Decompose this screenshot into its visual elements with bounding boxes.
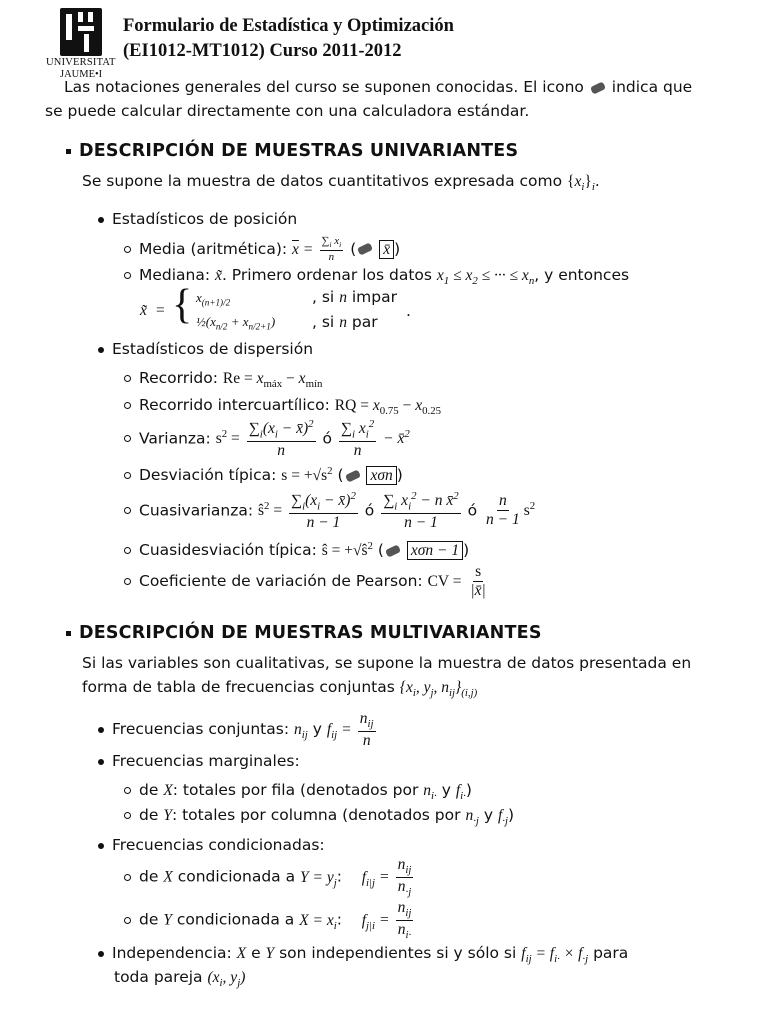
calculator-icon [344,469,360,482]
list-item: Frecuencias conjuntas: $n_{ij}$ y $f_{ij}$ = $\frac{n_{ij}}{n}$ [98,710,378,749]
section-title: DESCRIPCIÓN DE MUESTRAS MULTIVARIANTES [79,623,542,643]
list-item [98,836,325,854]
calc-key: x̄ [379,240,394,259]
text: y [312,720,322,739]
page-title: Formulario de Estadística y Optimización [123,16,454,36]
list-item: Cuasidesviación típica: ŝ = $+√ŝ^2$ ( xσn − 1 ) [124,540,469,560]
list-item [98,752,300,770]
text: . Primero ordenar los datos [221,266,432,284]
text: de [139,867,159,886]
bullet-icon [124,917,131,924]
text: , si [312,288,335,306]
text: impar [351,288,397,306]
list-item: Independencia: X e Y son independientes si y sólo si $f_{ij} = f_{i\cdot} \times f_{\cdot j}$ para [98,944,628,965]
text: Recorrido: [139,369,218,387]
bullet-icon [124,812,131,819]
text: ó [364,501,375,520]
logo-mark-icon [60,8,102,56]
text: condicionada a [177,867,296,886]
list-item: Recorrido intercuartílico: RQ = $x_{0.75} - x_{0.25}$ [124,396,441,417]
bullet-icon [124,472,131,479]
text: de [139,910,159,929]
list-item: Coeficiente de variación de Pearson: CV = $\frac{s}{|x̄|}$ [124,563,490,600]
calculator-icon [590,81,606,94]
text: : totales por columna (denotados por [171,806,461,824]
text: para [593,944,629,962]
calc-key: xσn [366,466,396,485]
bullet-icon [98,951,104,957]
section-intro: Se supone la muestra de datos cuantitativos expresada como $\{x_i\}_i$. [82,172,600,194]
text: Se supone la muestra de datos cuantitativos expresada como [82,172,563,190]
text: e [251,944,261,962]
text: , y entonces [534,266,630,284]
section-title: DESCRIPCIÓN DE MUESTRAS UNIVARIANTES [79,141,519,161]
bullet-icon [98,843,104,849]
text: y [441,781,451,799]
text: Estadísticos de dispersión [112,340,314,358]
bullet-icon [124,375,131,382]
list-item: de X: totales por fila (denotados por $n_{i\cdot}$ y $f_{i\cdot}$) [124,781,472,802]
bullet-icon [98,759,104,765]
bullet-icon [124,507,131,514]
section-intro: forma de tabla de frecuencias conjuntas {$x_i$, $y_j$, $n_{ij}\}_{(i,j)}$ [82,678,478,700]
text: , si [312,313,335,331]
list-item [98,210,297,228]
text: Mediana: [139,266,211,284]
text: : totales por fila (denotados por [172,781,419,799]
section-heading [66,623,542,643]
bullet-icon [98,727,104,733]
text: Frecuencias marginales: [112,752,300,770]
logo-text: JAUME•I [60,69,103,80]
bullet-icon [66,149,71,154]
intro-line [64,78,692,96]
text: condicionada a [176,910,295,929]
list-item-continuation: toda pareja ($x_i$, $y_j$) [114,968,246,990]
university-logo [46,8,122,80]
bullet-icon [124,874,131,881]
list-item: Mediana: x̃. Primero ordenar los datos $x_1 \le x_2$ ≤ ··· ≤ $x_n$, y entonces [124,266,629,287]
bullet-icon [98,217,104,223]
text: toda pareja [114,968,203,986]
bullet-icon [124,578,131,585]
text: ó [467,501,478,520]
intro-text: indica que [611,78,693,96]
text: ó [322,429,332,448]
list-item: de Y condicionada a $X = x_i$: $f_{j|i}$ = $\frac{n_{ij}}{n_{i\cdot}}$ [124,899,415,941]
text: de [139,781,159,799]
text: par [351,313,378,331]
text: Frecuencias condicionadas: [112,836,325,854]
text: Desviación típica: [139,466,277,485]
text: Varianza: [139,429,211,448]
logo-text: UNIVERSITAT [46,57,116,68]
text: Coeficiente de variación de Pearson: [139,571,423,590]
bullet-icon [124,547,131,554]
text: forma de tabla de frecuencias conjuntas [82,678,395,696]
text: de [139,806,159,824]
text: Media (aritmética): [139,239,288,258]
text: Independencia: [112,944,232,962]
text: Estadísticos de posición [112,210,298,228]
page-subtitle: (EI1012-MT1012) Curso 2011-2012 [123,41,402,61]
bullet-icon [98,347,104,353]
list-item: de X condicionada a $Y = y_j$: $f_{i|j}$ = $\frac{n_{ij}}{n_{\cdot j}}$ [124,856,415,898]
calc-key: xσn − 1 [407,541,463,560]
list-item: Media (aritmética): $\overline{x}$ = $\frac{\sum_i x_i}{n}$ ( x̄ ) [124,235,400,264]
list-item: de Y: totales por columna (denotados por $n_{\cdot j}$ y $f_{\cdot j}$) [124,806,514,827]
section-heading [66,141,518,161]
bullet-icon [124,787,131,794]
bullet-icon [124,435,131,442]
text: y [483,806,494,824]
text: Frecuencias conjuntas: [112,720,290,739]
intro-text: Las notaciones generales del curso se suponen conocidas. El icono [64,78,584,96]
list-item: Recorrido: $Re = x_{máx} - x_{mín}$ [124,369,322,390]
bullet-icon [124,402,131,409]
intro-line: se puede calcular directamente con una calculadora estándar. [45,102,530,120]
list-item [98,340,313,358]
bullet-icon [124,272,131,279]
calculator-icon [357,243,373,256]
bullet-icon [124,246,131,253]
text: Recorrido intercuartílico: [139,396,330,414]
section-intro: Si las variables son cualitativas, se supone la muestra de datos presentada en [82,654,692,672]
list-item: Desviación típica: $s = +√s^2$ ( xσn ) [124,465,403,485]
calculator-icon [385,544,401,557]
text: Cuasidesviación típica: [139,541,317,560]
text: Cuasivarianza: [139,501,254,520]
list-item: Varianza: $s^2$ = $\frac{\sum_i(x_i - x̄)^2}{n}$ ó $\frac{\sum_i x_i^2}{n}$ − x̄$^2$ [124,418,410,460]
list-item: Cuasivarianza: $ŝ^2$ = $\frac{\sum_i(x_i - x̄)^2}{n - 1}$ ó $\frac{\sum_i x_i^2 - n x̄^2}{n - 1}$ ó $\frac{n}{n - 1}$ $s^2$ [124,490,535,532]
bullet-icon [66,631,71,636]
text: son independientes si y sólo si [279,944,517,962]
